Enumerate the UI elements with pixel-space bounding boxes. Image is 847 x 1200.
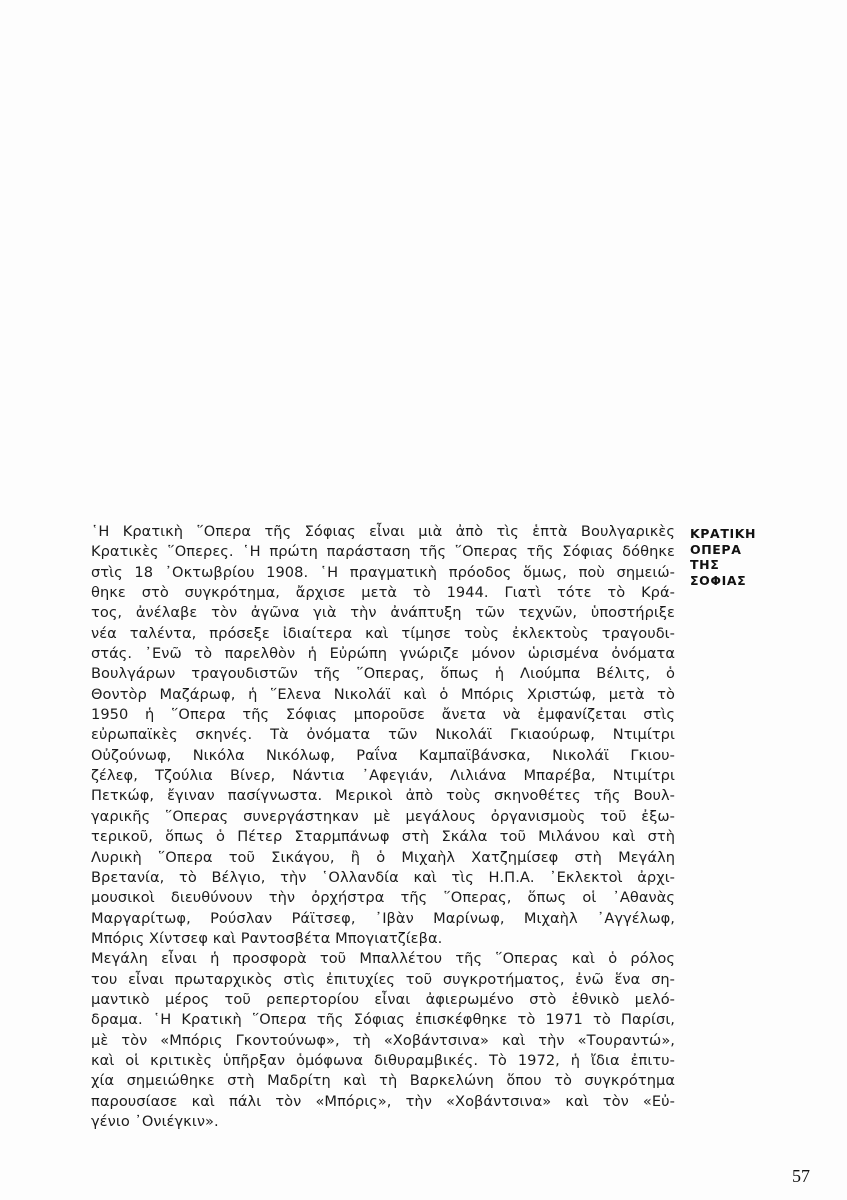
page-number: 57 xyxy=(792,1166,810,1186)
text-line: τερικοῦ, ὅπως ὁ Πέτερ Σταρμπάνωφ στὴ Σκάλα τοῦ Μιλάνου καὶ στὴ xyxy=(91,828,675,846)
text-line: δραμα. ῾Η Κρατικὴ ῞Οπερα τῆς Σόφιας ἐπισκέφθηκε τὸ 1971 τὸ Παρίσι, xyxy=(91,1011,675,1029)
text-line: Βρετανία, τὸ Βέλγιο, τὴν ῾Ολλανδία καὶ τὶς Η.Π.Α. ᾿Εκλεκτοὶ ἀρχι- xyxy=(91,868,675,886)
paragraph-2 xyxy=(91,949,675,1132)
section-heading xyxy=(690,526,756,588)
text-line: καὶ οἱ κριτικὲς ὑπῆρξαν ὁμόφωνα διθυραμβικές. Τὸ 1972, ἡ ἴδια ἐπιτυ- xyxy=(91,1051,675,1069)
text-line: μὲ τὸν «Μπόρις Γκοντούνωφ», τὴ «Χοβάντσινα» καὶ τὴν «Τουραντώ», xyxy=(91,1031,675,1049)
text-line: στάς. ᾿Ενῶ τὸ παρελθὸν ἡ Εὐρώπη γνώριζε μόνον ὡρισμένα ὀνόματα xyxy=(91,645,675,663)
section-heading-line: ΣΟΦΙΑΣ xyxy=(690,572,747,588)
text-line: Θοντὸρ Μαζάρωφ, ἡ ῞Ελενα Νικολάϊ καὶ ὁ Μπόρις Χριστώφ, μετὰ τὸ xyxy=(91,685,675,703)
text-line: Οὐζούνωφ, Νικόλα Νικόλωφ, Ραΐνα Καμπαϊβάνσκα, Νικολάϊ Γκιου- xyxy=(91,746,675,764)
text-line: Πετκώφ, ἔγιναν πασίγνωστα. Μερικοὶ ἀπὸ τοὺς σκηνοθέτες τῆς Βουλ- xyxy=(91,787,675,805)
text-line: του εἶναι πρωταρχικὸς στὶς ἐπιτυχίες τοῦ συγκροτήματος, ἐνῶ ἕνα ση- xyxy=(91,970,675,988)
section-heading-line: ΚΡΑΤΙΚΗ xyxy=(690,526,757,541)
text-line: Βουλγάρων τραγουδιστῶν τῆς ῞Οπερας, ὅπως ἡ Λιούμπα Βέλιτς, ὁ xyxy=(91,665,675,683)
text-line: Λυρικὴ ῞Οπερα τοῦ Σικάγου, ἢ ὁ Μιχαὴλ Χατζημίσεφ στὴ Μεγάλη xyxy=(91,848,675,866)
text-line: στὶς 18 ᾿Οκτωβρίου 1908. ῾Η πραγματικὴ πρόοδος ὅμως, ποὺ σημειώ- xyxy=(91,563,675,581)
text-line: μαντικὸ μέρος τοῦ ρεπερτορίου εἶναι ἀφιερωμένο στὸ ἐθνικὸ μελό- xyxy=(91,990,675,1008)
text-line: χία σημειώθηκε στὴ Μαδρίτη καὶ τὴ Βαρκελώνη ὅπου τὸ συγκρότημα xyxy=(91,1072,675,1090)
text-line: Μεγάλη εἶναι ἡ προσφορὰ τοῦ Μπαλλέτου τῆς ῞Οπερας καὶ ὁ ρόλος xyxy=(91,950,675,968)
article-body xyxy=(91,522,675,1132)
text-line: τος, ἀνέλαβε τὸν ἀγῶνα γιὰ τὴν ἀνάπτυξη τῶν τεχνῶν, ὑποστήριξε xyxy=(91,604,675,622)
text-line: παρουσίασε καὶ πάλι τὸν «Μπόρις», τὴν «Χοβάντσινα» καὶ τὸν «Εὐ- xyxy=(91,1092,675,1110)
text-line: Μπόρις Χίντσεφ καὶ Ραντοσβέτα Μπογιατζίεβα. xyxy=(91,929,443,947)
section-heading-line: ΤΗΣ xyxy=(690,557,720,572)
text-line: γαρικῆς ῞Οπερας συνεργάστηκαν μὲ μεγάλους ὀργανισμοὺς τοῦ ἐξω- xyxy=(91,807,675,825)
text-line: Μαργαρίτωφ, Ρούσλαν Ράϊτσεφ, ᾿Ιβὰν Μαρίνωφ, Μιχαὴλ ᾿Αγγέλωφ, xyxy=(91,909,675,927)
text-line: γένιο ᾿Ονιέγκιν». xyxy=(91,1112,219,1130)
text-line: θηκε στὸ συγκρότημα, ἄρχισε μετὰ τὸ 1944. Γιατὶ τότε τὸ Κρά- xyxy=(91,584,675,602)
text-line: Κρατικὲς ῞Οπερες. ῾Η πρώτη παράσταση τῆς ῞Οπερας τῆς Σόφιας δόθηκε xyxy=(91,543,675,561)
text-line: 1950 ἡ ῞Οπερα τῆς Σόφιας μποροῦσε ἄνετα νὰ ἐμφανίζεται στὶς xyxy=(91,706,675,724)
text-line: νέα ταλέντα, πρόσεξε ἰδιαίτερα καὶ τίμησε τοὺς ἐκλεκτοὺς τραγουδι- xyxy=(91,624,675,642)
paragraph-1 xyxy=(91,522,675,949)
text-line: μουσικοὶ διευθύνουν τὴν ὀρχήστρα τῆς ῞Οπερας, ὅπως οἱ ᾿Αθανὰς xyxy=(91,889,675,907)
section-heading-line: ΟΠΕΡΑ xyxy=(690,541,742,557)
text-line: ζέλεφ, Τζούλια Βίνερ, Νάντια ᾿Αφεγιάν, Λιλιάνα Μπαρέβα, Ντιμίτρι xyxy=(91,767,675,785)
text-line: ῾Η Κρατικὴ ῞Οπερα τῆς Σόφιας εἶναι μιὰ ἀπὸ τὶς ἑπτὰ Βουλγαρικὲς xyxy=(91,523,675,540)
text-line: εὐρωπαϊκὲς σκηνές. Τὰ ὀνόματα τῶν Νικολάϊ Γκιαούρωφ, Ντιμίτρι xyxy=(91,726,675,744)
